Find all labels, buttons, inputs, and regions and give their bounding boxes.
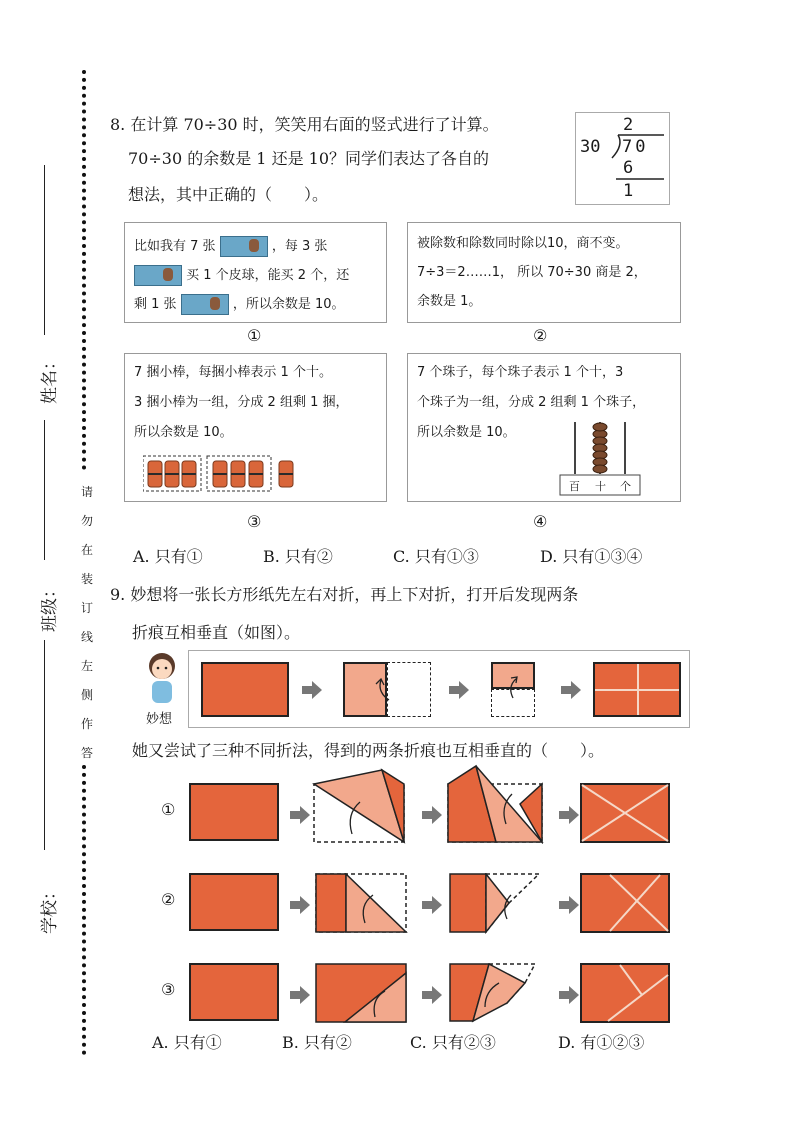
method1-fold-step2 — [446, 764, 546, 844]
warning-char: 作 — [80, 717, 93, 731]
demo-paper-full — [201, 662, 289, 717]
school-label: 学校： — [40, 883, 60, 934]
stick-bundles-illustration — [143, 455, 333, 493]
q9-option-d[interactable]: D. 有①②③ — [558, 1033, 645, 1052]
method2-paper-start — [189, 873, 279, 931]
warning-char: 侧 — [80, 688, 93, 702]
q8-explanation-box-4 — [407, 353, 681, 502]
q8-line1: 8. 在计算 70÷30 时，笑笑用右面的竖式进行了计算。 — [110, 115, 499, 134]
box2-text-3: 余数是 1。 — [417, 294, 482, 309]
q8-explanation-box-1 — [124, 222, 387, 323]
method3-fold-step1 — [315, 963, 409, 1025]
name-underline — [44, 165, 45, 335]
label-1: ① — [247, 326, 262, 345]
label-3: ③ — [247, 512, 262, 531]
warning-char: 请 — [80, 485, 93, 499]
warning-char: 装 — [80, 572, 93, 586]
demo-paper-creased — [593, 662, 681, 717]
q9-option-a[interactable]: A. 只有① — [152, 1033, 222, 1052]
arrow-right-icon — [288, 805, 312, 825]
box3-text-3: 所以余数是 10。 — [134, 425, 233, 440]
box1-text-3a: 剩 1 张 — [134, 297, 177, 312]
box1-text-1b: ，每 3 张 — [271, 239, 328, 254]
banknote-icon — [181, 294, 229, 315]
arrow-right-icon — [420, 985, 444, 1005]
label-4: ④ — [533, 512, 548, 531]
q8-line3: 想法，其中正确的（ ）。 — [128, 185, 329, 204]
arrow-right-icon — [288, 985, 312, 1005]
method2-fold-step1 — [315, 873, 409, 935]
box4-text-2: 个珠子为一组，分成 2 组剩 1 个珠子， — [417, 395, 646, 410]
class-label: 班级： — [40, 581, 60, 632]
binding-line-top — [82, 70, 90, 470]
arrow-right-icon — [300, 680, 324, 700]
product: 6 — [623, 158, 634, 178]
warning-char: 线 — [80, 630, 93, 644]
q8-option-d[interactable]: D. 只有①③④ — [540, 547, 643, 566]
warning-char: 勿 — [80, 514, 93, 528]
q9-option-c[interactable]: C. 只有②③ — [410, 1033, 496, 1052]
method3-fold-step2 — [449, 963, 539, 1027]
box4-text-3: 所以余数是 10。 — [417, 425, 516, 440]
arrow-right-icon — [447, 680, 471, 700]
warning-char: 在 — [80, 543, 93, 557]
character-name: 妙想 — [146, 712, 173, 727]
class-underline-bottom — [44, 640, 45, 850]
dividend: 70 — [622, 137, 649, 157]
method1-paper-start — [189, 783, 279, 841]
demo-paper-half-fold — [343, 662, 431, 717]
miaoxiang-avatar — [141, 650, 183, 710]
box1-text-1a: 比如我有 7 张 — [134, 239, 216, 254]
q9-option-b[interactable]: B. 只有② — [282, 1033, 352, 1052]
arrow-right-icon — [559, 680, 583, 700]
abacus-label-hundreds: 百 — [569, 480, 580, 493]
arrow-right-icon — [557, 805, 581, 825]
box2-text-1: 被除数和除数同时除以10，商不变。 — [417, 236, 629, 251]
row-label-3: ③ — [161, 980, 176, 999]
warning-char: 答 — [80, 746, 93, 760]
name-label: 姓名： — [40, 353, 60, 404]
warning-char: 左 — [80, 659, 93, 673]
abacus-label-tens: 十 — [595, 480, 606, 493]
q8-line2: 70÷30 的余数是 1 还是 10？同学们表达了各自的 — [128, 149, 490, 168]
q8-explanation-box-2 — [407, 222, 681, 323]
box3-text-1: 7 捆小棒，每捆小棒表示 1 个十。 — [134, 365, 332, 380]
q8-option-c[interactable]: C. 只有①③ — [393, 547, 479, 566]
warning-char: 订 — [80, 601, 93, 615]
quotient: 2 — [623, 115, 634, 135]
arrow-right-icon — [557, 985, 581, 1005]
banknote-icon — [134, 265, 182, 286]
row-label-2: ② — [161, 890, 176, 909]
box2-text-2: 7÷3＝2……1， 所以 70÷30 商是 2， — [417, 265, 647, 280]
abacus-label-ones: 个 — [620, 480, 631, 493]
demo-paper-quarter-fold — [491, 662, 535, 717]
divisor: 30 — [580, 137, 601, 157]
arrow-right-icon — [420, 895, 444, 915]
class-underline-top — [44, 420, 45, 560]
q8-option-a[interactable]: A. 只有① — [133, 547, 203, 566]
arrow-right-icon — [557, 895, 581, 915]
binding-line-bottom — [82, 765, 90, 1055]
method1-result — [580, 783, 670, 843]
row-label-1: ① — [161, 800, 176, 819]
arrow-right-icon — [420, 805, 444, 825]
box3-text-2: 3 捆小棒为一组，分成 2 组剩 1 捆， — [134, 395, 349, 410]
arrow-right-icon — [288, 895, 312, 915]
q8-option-b[interactable]: B. 只有② — [263, 547, 333, 566]
remainder: 1 — [623, 181, 634, 201]
box1-text-3b: ，所以余数是 10。 — [232, 297, 345, 312]
q9-line2: 折痕互相垂直（如图）。 — [132, 623, 301, 642]
box1-text-2b: 买 1 个皮球，能买 2 个，还 — [186, 268, 350, 283]
method3-paper-start — [189, 963, 279, 1021]
q9-line3: 她又尝试了三种不同折法，得到的两条折痕也互相垂直的（ ）。 — [132, 741, 605, 760]
method1-fold-step1 — [312, 768, 408, 844]
q8-explanation-box-3 — [124, 353, 387, 502]
box4-text-1: 7 个珠子，每个珠子表示 1 个十，3 — [417, 365, 624, 380]
method3-result — [580, 963, 670, 1023]
method2-result — [580, 873, 670, 933]
method2-fold-step2 — [449, 873, 549, 935]
q9-line1: 9. 妙想将一张长方形纸先左右对折，再上下对折，打开后发现两条 — [110, 585, 579, 604]
banknote-icon — [220, 236, 268, 257]
long-division — [575, 112, 670, 205]
label-2: ② — [533, 326, 548, 345]
